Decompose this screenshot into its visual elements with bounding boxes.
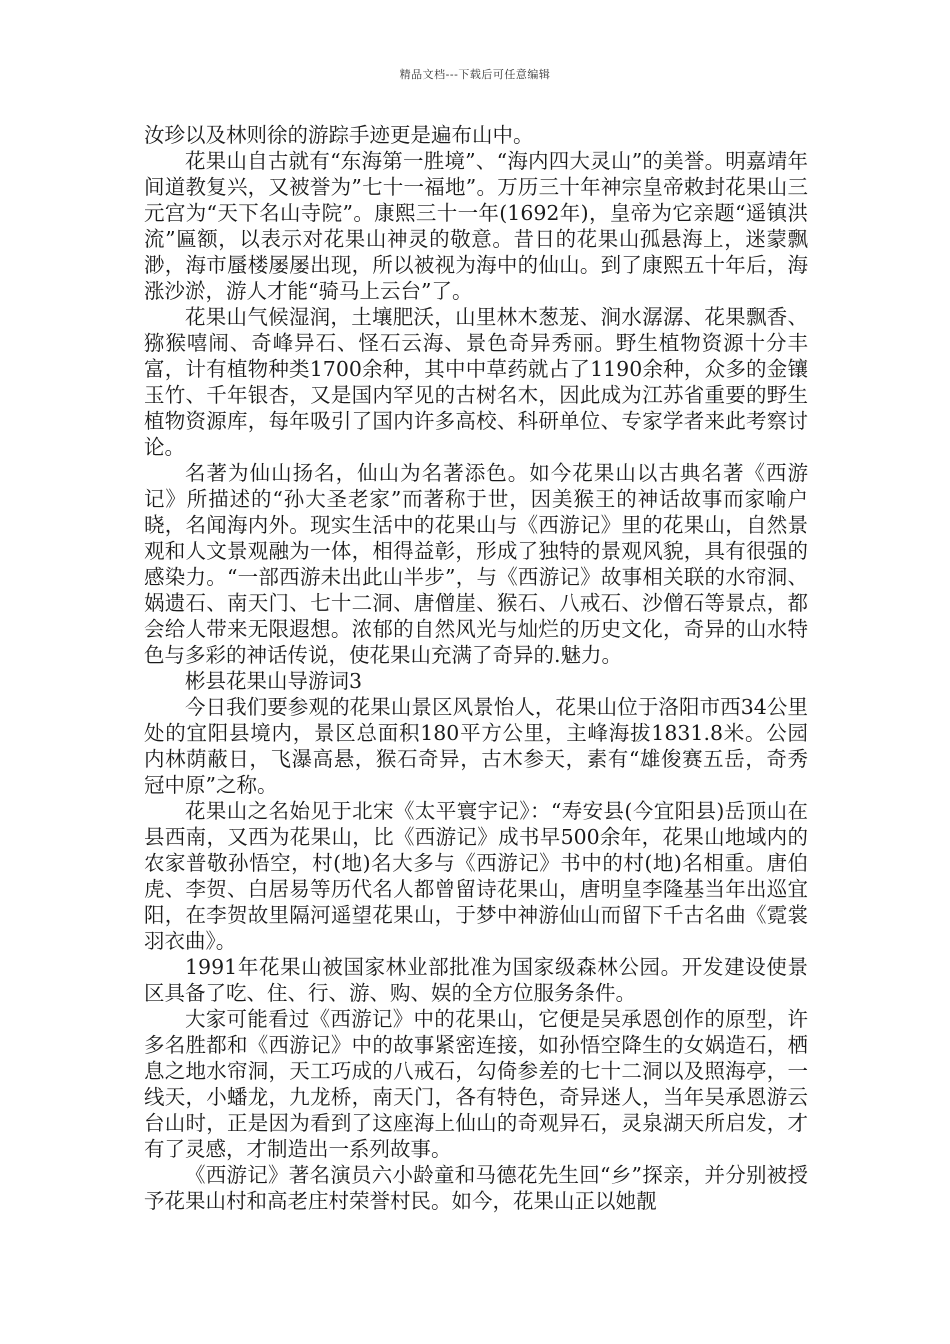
paragraph-7: 1991年花果山被国家林业部批准为国家级森林公园。开发建设使景区具备了吃、住、行、游、购、娱的全方位服务条件。 — [144, 955, 808, 1005]
paragraph-5: 今日我们要参观的花果山景区风景怡人，花果山位于洛阳市西34公里处的宜阳县境内，景区总面积180平方公里，主峰海拔1831.8米。公园内林荫蔽日，飞瀑高悬，猴石奇异，古木参天，素有“雄俊赛五岳，奇秀冠中原”之称。 — [144, 695, 808, 797]
section-heading: 彬县花果山导游词3 — [185, 669, 363, 693]
page-header: 精品文档---下载后可任意编辑 — [399, 68, 551, 81]
paragraph-2: 花果山自古就有“东海第一胜境”、“海内四大灵山”的美誉。明嘉靖年间道教复兴，又被誉为”七十一福地”。万历三十年神宗皇帝敕封花果山三元宫为“天下名山寺院”。康熙三十一年(1692年)，皇帝为它亲题“遥镇洪流”匾额，以表示对花果山神灵的敬意。昔日的花果山孤悬海上，迷蒙飘渺，海市蜃楼屡屡出现，所以被视为海中的仙山。到了康熙五十年后，海涨沙淤，游人才能“骑马上云台”了。 — [144, 149, 808, 303]
paragraph-4: 名著为仙山扬名，仙山为名著添色。如今花果山以古典名著《西游记》所描述的“孙大圣老家”而著称于世，因美猴王的神话故事而家喻户晓，名闻海内外。现实生活中的花果山与《西游记》里的花果山，自然景观和人文景观融为一体，相得益彰，形成了独特的景观风貌，具有很强的感染力。“一部西游未出此山半步”，与《西游记》故事相关联的水帘洞、娲遗石、南天门、七十二洞、唐僧崖、猴石、八戒石、沙僧石等景点，都会给人带来无限遐想。浓郁的自然风光与灿烂的历史文化，奇异的山水特色与多彩的神话传说，使花果山充满了奇异的.魅力。 — [144, 461, 808, 667]
paragraph-1: 汝珍以及林则徐的游踪手迹更是遍布山中。 — [144, 123, 534, 147]
paragraph-8: 大家可能看过《西游记》中的花果山，它便是吴承恩创作的原型，许多名胜都和《西游记》中的故事紧密连接，如孙悟空降生的女娲造石，栖息之地水帘洞，天工巧成的八戒石，勾倚参差的七十二洞以及照海亭，一线天，小蟠龙，九龙桥，南天门，各有特色，奇异迷人，当年吴承恩游云台山时，正是因为看到了这座海上仙山的奇观异石，灵泉湖天所启发，才有了灵感，才制造出一系列故事。 — [144, 1007, 808, 1161]
document-body — [144, 122, 808, 1214]
paragraph-6: 花果山之名始见于北宋《太平寰宇记》：“寿安县(今宜阳县)岳顶山在县西南，又西为花果山，比《西游记》成书早500余年，花果山地域内的农家普敬孙悟空，村(地)名大多与《西游记》书中的村(地)名相重。唐伯虎、李贺、白居易等历代名人都曾留诗花果山，唐明皇李隆基当年出巡宜阳，在李贺故里隔河遥望花果山，于梦中神游仙山而留下千古名曲《霓裳羽衣曲》。 — [144, 799, 808, 953]
paragraph-9: 《西游记》著名演员六小龄童和马德花先生回“乡”探亲，并分别被授予花果山村和高老庄村荣誉村民。如今，花果山正以她靓 — [144, 1163, 808, 1213]
paragraph-3: 花果山气候湿润，土壤肥沃，山里林木葱茏、涧水潺潺、花果飘香、猕猴嘻闹、奇峰异石、怪石云海、景色奇异秀丽。野生植物资源十分丰富，计有植物种类1700余种，其中中草药就占了1190余种，众多的金镶玉竹、千年银杏，又是国内罕见的古树名木，因此成为江苏省重要的野生植物资源库，每年吸引了国内许多高校、科研单位、专家学者来此考察讨论。 — [144, 305, 808, 459]
